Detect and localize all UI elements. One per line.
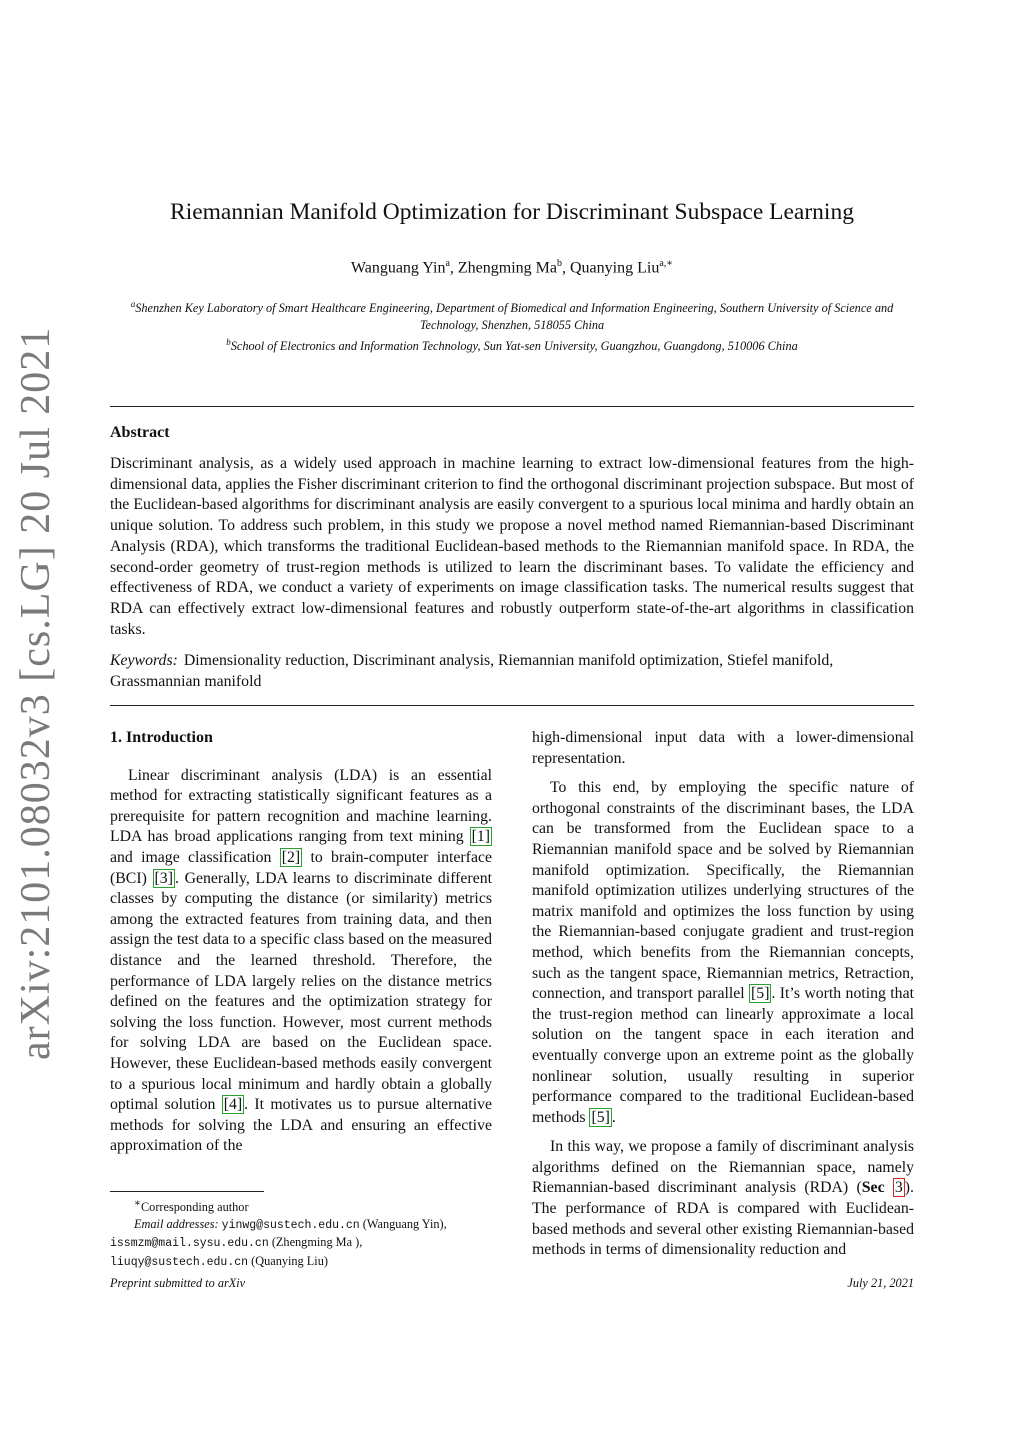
left-column	[110, 728, 492, 1157]
keywords-text: Dimensionality reduction, Discriminant analysis, Riemannian manifold optimization, Stiefel manifold, Grassmannian manifold	[110, 652, 834, 690]
citation-link[interactable]: [4]	[223, 1096, 243, 1114]
section-ref-label: Sec	[861, 1179, 885, 1197]
footnote-emails-line1: Email addresses: yinwg@sustech.edu.cn (Wanguang Yin),	[134, 1216, 447, 1232]
author-name: Wanguang Yin	[350, 259, 446, 277]
footnote-rule	[110, 1191, 264, 1192]
keywords	[110, 651, 914, 692]
intro-paragraph-3: In this way, we propose a family of discriminant analysis algorithms defined on the Riemannian space, namely Riemannian-based discriminant analysis (RDA) (Sec 3 ). The performance of RDA is compared with Euclidean-based methods and several other existing Riemannian-based methods in terms of dimensionality reduction and	[532, 1138, 915, 1259]
footnote	[110, 1196, 510, 1271]
intro-paragraph-1-continued: high-dimensional input data with a lower-dimensional representation.	[532, 729, 914, 767]
abstract-bottom-rule	[110, 705, 914, 706]
footnote-emails-line2: issmzm@mail.sysu.edu.cn (Zhengming Ma ),	[110, 1235, 363, 1251]
author-name: Zhengming Ma	[457, 259, 557, 277]
author-affil-mark: b	[557, 258, 562, 269]
citation-link[interactable]: [3]	[154, 869, 173, 887]
section-ref-link[interactable]: 3	[894, 1179, 903, 1197]
footnote-emails-line3: liuqy@sustech.edu.cn (Quanying Liu)	[110, 1253, 328, 1269]
abstract-heading: Abstract	[110, 424, 170, 441]
author-affil-mark: a	[445, 258, 450, 269]
citation-link[interactable]: [5]	[591, 1108, 610, 1126]
citation-link[interactable]: [5]	[751, 985, 770, 1003]
author-list: Wanguang Yin$^a$, Zhengming Ma$^b$, Quanying Liu$^{a,∗}$	[350, 258, 674, 277]
citation-link[interactable]: [2]	[281, 848, 301, 866]
affiliation-a: $^a$Shenzhen Key Laboratory of Smart Healthcare Engineering, Department of Biomedical and Information Engineering, Southern University of Science and Technology, Shenzhen, 518055 China	[130, 299, 894, 333]
abstract-top-rule	[110, 406, 914, 407]
affiliations	[110, 296, 914, 355]
email-link[interactable]: liuqy@sustech.edu.cn	[110, 1255, 249, 1269]
keywords-label: Keywords:	[110, 652, 178, 669]
right-column	[532, 728, 914, 1261]
intro-paragraph-1: Linear discriminant analysis (LDA) is an essential method for extracting statistically significant features as a prerequisite for pattern recognition and machine learning. LDA has broad applications ranging from text mining [1] and image classification [2] to brain-computer interface (BCI) [3] . Generally, LDA learns to discriminate different classes by computing the distance (or similarity) metrics among the extracted features from training data, and then assign the test data to a specific class based on the measured distance and the learned threshold. Therefore, the performance of LDA largely relies on the distance metrics defined on the features and the optimization strategy for solving the loss function. However, most current methods for solving LDA are based on the Euclidean space. However, these Euclidean-based methods easily convergent to a spurious local minimum and hardly obtain a globally optimal solution [4] . It motivates us to pursue alternative methods for solving the LDA and ensuring an effective approximation of the	[110, 766, 492, 1155]
footer-date: July 21, 2021	[847, 1276, 914, 1290]
footer-preprint-note: Preprint submitted to arXiv	[110, 1276, 246, 1290]
affiliation-b: $^b$School of Electronics and Information Technology, Sun Yat-sen University, Guangzhou, Guangdong, 510006 China	[226, 337, 798, 354]
footnote-corresponding: ∗Corresponding author	[134, 1198, 249, 1215]
author-affil-mark: a,∗	[659, 258, 674, 269]
arxiv-identifier-stamp[interactable]: arXiv:2101.08032v3 [cs.LG] 20 Jul 2021	[13, 326, 59, 1060]
email-link[interactable]: yinwg@sustech.edu.cn	[221, 1218, 360, 1232]
citation-link[interactable]: [1]	[471, 828, 490, 846]
author-name: Quanying Liu	[570, 259, 660, 277]
section-heading-introduction: 1. Introduction	[110, 729, 213, 746]
paper-title: Riemannian Manifold Optimization for Discriminant Subspace Learning	[170, 199, 854, 225]
intro-paragraph-2: To this end, by employing the specific nature of orthogonal constraints of the discriminant bases, the LDA can be transformed from the Euclidean space to a Riemannian manifold space and be solved by Riemannian manifold optimization. Specifically, the Riemannian manifold optimization utilizes underlying structures of the matrix manifold and optimizes the loss function by using the Riemannian-based conjugate gradient and trust-region method, which benefits from the Riemannian concepts, such as the tangent space, Riemannian metrics, Retraction, connection, and transport parallel [5] . It’s worth noting that the trust-region method can linearly approximate a local solution on the tangent space in each iteration and eventually converge upon an extreme point as the globally nonlinear solution, usually resulting in superior performance compared to the traditional Euclidean-based methods [5] .	[532, 779, 914, 1126]
email-link[interactable]: issmzm@mail.sysu.edu.cn	[110, 1237, 269, 1251]
abstract-text: Discriminant analysis, as a widely used approach in machine learning to extract low-dimensional features from the high-dimensional data, applies the Fisher discriminant criterion to find the orthogonal discriminant projection subspace. But most of the Euclidean-based algorithms for discriminant analysis are easily convergent to a spurious local minima and hardly obtain an unique solution. To address such problem, in this study we propose a novel method named Riemannian-based Discriminant Analysis (RDA), which transforms the traditional Euclidean-based methods to the Riemannian manifold space. In RDA, the second-order geometry of trust-region methods is utilized to learn the discriminant bases. To validate the efficiency and effectiveness of RDA, we conduct a variety of experiments on image classification tasks. The numerical results suggest that RDA can effectively extract low-dimensional features and robustly outperform state-of-the-art algorithms in classification tasks.	[110, 455, 914, 638]
